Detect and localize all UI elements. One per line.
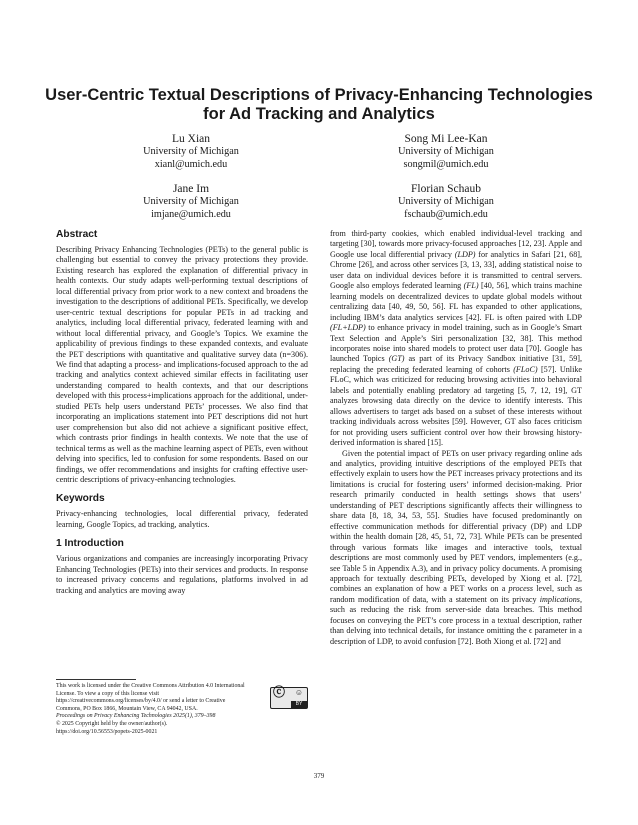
abstract-heading: Abstract bbox=[56, 229, 98, 240]
author-block bbox=[91, 132, 291, 171]
cc-by-label: BY bbox=[291, 701, 307, 708]
intro-paragraph: Various organizations and companies are increasingly incorporating Privacy Enhancing Technologies (PETs) into their services and products. In response to increased privacy concerns and regulations, platforms involved in ad tracking and analytics are moving away bbox=[56, 554, 308, 595]
license-footnote bbox=[56, 679, 308, 736]
author-block bbox=[346, 182, 546, 221]
author-block bbox=[91, 182, 291, 221]
keywords-text: Privacy-enhancing technologies, local differential privacy, federated learning, Google Topics, ad tracking, analytics. bbox=[56, 509, 308, 529]
keywords-heading: Keywords bbox=[56, 493, 105, 505]
author-email: xianl@umich.edu bbox=[154, 158, 228, 170]
author-affiliation: University of Michigan bbox=[398, 146, 494, 157]
attribution-person-icon: ☺ bbox=[294, 688, 303, 697]
author-email: songmil@umich.edu bbox=[403, 158, 489, 170]
proceedings-line: Proceedings on Privacy Enhancing Technologies 2025(1), 379–398 bbox=[56, 713, 216, 720]
creative-commons-icon: ⓒ bbox=[273, 685, 286, 699]
intro-paragraph-2: Given the potential impact of PETs on user privacy regarding online ads and analytics, providing intuitive descriptions of the employed PETs that effectively explain to users how the PET increases privacy protections and its limitations is crucial for fostering users’ informed decision-making. Prior research primarily conducted in health settings shows that users’ understanding of PET descriptions significantly affects their willingness to share data [8, 18, 34, 53, 55]. Studies have focused predominantly on effective communication methods for differential privacy (DP) and LDP within the health domain [28, 45, 51, 72, 73]. While PETs can be presented through various formats like images and interactive tools, textual descriptions are most commonly used by PET vendors, implementers (e.g., see Table 5 in Appendix A.3), and in privacy policy documents. A promising approach for textually describing PETs, developed by Xiong et al. [72], combines an explanation of how a PET works on a process level, such as random modification of data, with a statement on its privacy implications, such as reducing the risk from server-side data breaches. This method focuses on conveying the PET’s core process in a textual description, rather than delving into technical details, for instance omitting the ϵ parameter in a description of LDP, to avoid confusion [72]. Both Xiong et al. [72] and bbox=[330, 448, 583, 646]
author-name: Florian Schaub bbox=[411, 183, 481, 195]
intro-paragraph-continued: from third-party cookies, which enabled individual-level tracking and targeting [30], towards more privacy-focused approaches [12, 23]. Apple and Google use local differential privacy (LDP) for analytics in Safari [21, 68], Chrome [26], and across other services [3, 13, 33], adding statistical noise to user data on individual devices before it is transmitted to central servers. Google also employs federated learning (FL) [40, 56], which trains machine learning models on decentralized devices to update global models without centralizing data [40, 49, 50, 56]. FL has expanded to other applications, including IBM’s data analytics services [42]. FL is often paired with LDP (FL+LDP) to enhance privacy in model training, such as in Google’s Smart Text Selection and Apple’s Siri personalization [32, 38]. This method incorporates noise into shared models to protect user data [70]. Google has launched Topics (GT) as part of its Privacy Sandbox initiative [31, 59], replacing the preceding federated learning of cohorts (FLoC) [57]. Unlike FLoC, which was criticized for reducing browsing activities into behavioral labels and potentially enabling predatory ad targeting [5, 7, 12, 19], GT analyzes browsing data directly on the device to identify interests. This allows advertisers to target ads based on a subset of these interests without tracking individuals across websites [59]. However, GT also faces criticism for not providing users sufficient control over how their browsing history-derived information is shared [15]. bbox=[330, 229, 582, 448]
left-column bbox=[56, 229, 308, 596]
author-email: imjane@umich.edu bbox=[151, 208, 231, 220]
right-column bbox=[330, 229, 582, 647]
page-number: 379 bbox=[313, 772, 325, 780]
doi-link[interactable]: https://doi.org/10.56553/popets-2025-0021 bbox=[56, 728, 158, 735]
footnote-divider bbox=[56, 679, 136, 680]
copyright-line: © 2025 Copyright held by the owner/author(s). bbox=[56, 720, 168, 727]
author-affiliation: University of Michigan bbox=[143, 146, 239, 157]
author-block bbox=[346, 132, 546, 171]
license-text: This work is licensed under the Creative Commons Attribution 4.0 International License. To view a copy of this license visit https://creativecommons.org/licenses/by/4.0/ or send a letter to Creative Commons, PO Box 1866, Mountain View, CA 94042, USA. bbox=[56, 683, 245, 712]
cc-by-badge bbox=[270, 687, 308, 709]
author-affiliation: University of Michigan bbox=[398, 196, 494, 207]
author-name: Jane Im bbox=[172, 183, 210, 195]
author-affiliation: University of Michigan bbox=[143, 196, 239, 207]
author-name: Lu Xian bbox=[171, 133, 210, 145]
abstract-text: Describing Privacy Enhancing Technologies (PETs) to the general public is challenging but essential to convey the privacy protections they provide. Existing research has explored the explanation of differential privacy in health contexts. Our study adapts well-performing textual descriptions of local differential privacy from prior work to a new context and broadens the investigation to the descriptions of additional PETs. Specifically, we develop user-centric textual descriptions for popular PETs in ad tracking and analytics, including local differential privacy, federated learning with and without local differential privacy, and Google’s Topics. We examine the applicability of previous findings to these expanded contexts, and evaluate the PET descriptions with quantitative and qualitative survey data (n=306). We find that adapting a process- and implications-focused approach to the ad tracking and analytics context achieved similar effects in facilitating user understanding compared to health contexts, and that our descriptions developed with this process+implications approach for the additional, under-studied PETs help users understand PETs’ processes. We also find that incorporating an implications statement into PET descriptions did not hurt user comprehension but also did not achieve a significant positive effect, which contrasts prior findings in health contexts. We note that the use of technical terms as well as the machine learning aspect of PETs, even without delving into specifics, led to confusion for some respondents. Based on our findings, we offer recommendations and insights for crafting effective user-centric descriptions of privacy-enhancing technologies. bbox=[56, 245, 308, 484]
author-email: fschaub@umich.edu bbox=[404, 208, 488, 220]
introduction-heading: 1 Introduction bbox=[56, 538, 124, 550]
paper-title: User-Centric Textual Descriptions of Privacy-Enhancing Technologies for Ad Tracking and Analytics bbox=[45, 86, 593, 123]
author-name: Song Mi Lee-Kan bbox=[404, 133, 488, 145]
